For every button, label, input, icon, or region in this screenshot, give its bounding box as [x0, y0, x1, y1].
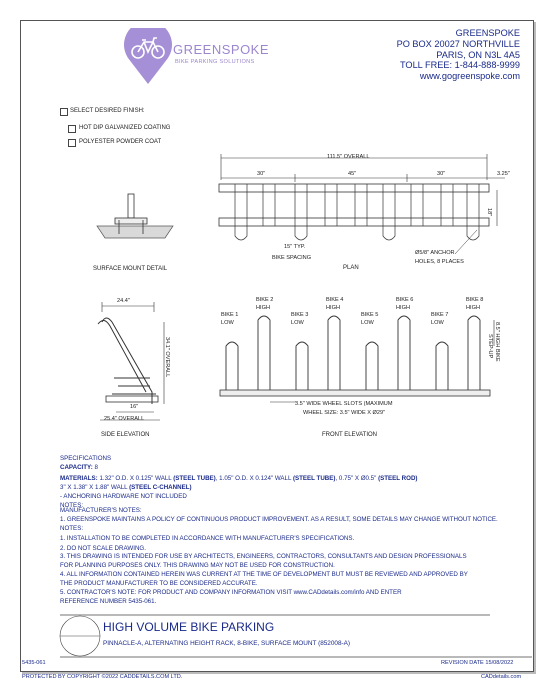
plan-anchor-line1: Ø5/8" ANCHOR [415, 250, 455, 256]
specs-mfr-note-1: 1. GREENSPOKE MAINTAINS A POLICY OF CONTINUOUS PRODUCT IMPROVEMENT. AS A RESULT, SOME DETAILS MAY CHANGE WITHOUT NOTICE. [60, 516, 498, 523]
plan-dim-typ: 15" TYP. [284, 244, 306, 250]
materials-bold-1: (STEEL TUBE) [173, 475, 216, 482]
plan-dim-45: 45" [348, 171, 357, 177]
finish-checkbox-galvanized[interactable] [68, 125, 76, 133]
finish-checkbox-powder[interactable] [68, 139, 76, 147]
company-name: GREENSPOKE [455, 28, 520, 38]
plan-anchor-line2: HOLES, 8 PLACES [415, 259, 464, 265]
company-phone: TOLL FREE: 1-844-888-9999 [399, 60, 520, 71]
materials-part-1: 1.32" O.D. X 0.125" WALL [99, 475, 172, 482]
company-website[interactable]: www.gogreenspoke.com [419, 71, 520, 82]
front-bike-2-height: HIGH [256, 305, 270, 311]
front-bike-4-name: BIKE 4 [326, 297, 344, 303]
plan-dim-3-25: 3.25" [497, 171, 510, 177]
front-bike-2-name: BIKE 2 [256, 297, 274, 303]
front-bike-6-height: HIGH [396, 305, 410, 311]
specs-note-5b: REFERENCE NUMBER 5435-061. [60, 598, 157, 605]
materials-bold-2: (STEEL TUBE) [292, 475, 336, 482]
front-bike-6-name: BIKE 6 [396, 297, 414, 303]
materials-part-3: , 0.75" X Ø0.5" [335, 475, 377, 482]
specs-note-5a: 5. CONTRACTOR'S NOTE: FOR PRODUCT AND COMPANY INFORMATION VISIT www.CADdetails.com/info AND ENTER [60, 589, 402, 596]
footer-copyright: PROTECTED BY COPYRIGHT ©2022 CADDETAILS.COM LTD. [22, 674, 183, 680]
finish-option-powder: POLYESTER POWDER COAT [79, 139, 162, 145]
materials-bold-3: (STEEL ROD) [378, 475, 418, 482]
front-bike-8-name: BIKE 8 [466, 297, 484, 303]
title-block-subtitle: PINNACLE-A, ALTERNATING HEIGHT RACK, 8-BIKE, SURFACE MOUNT (852008-A) [103, 640, 351, 647]
specs-note-3b: FOR PLANNING PURPOSES ONLY. THIS DRAWING MAY NOT BE USED FOR CONSTRUCTION. [60, 562, 335, 569]
front-bike-3-name: BIKE 3 [291, 312, 309, 318]
specs-notes-2: NOTES: [60, 525, 84, 532]
specs-mfr-notes: MANUFACTURER'S NOTES: [60, 507, 142, 514]
brand-tagline: BIKE PARKING SOLUTIONS [175, 59, 255, 65]
capacity-value: 8 [94, 464, 98, 471]
materials-line2-part: 3" X 1.38" X 1.88" WALL [60, 484, 128, 491]
specs-notes-1: NOTES: [60, 502, 84, 509]
front-bike-7-name: BIKE 7 [431, 312, 449, 318]
side-dim-width: 24.4" [117, 298, 130, 304]
specs-note-1: 1. INSTALLATION TO BE COMPLETED IN ACCORDANCE WITH MANUFACTURER'S SPECIFICATIONS. [60, 535, 355, 542]
plan-dim-overall: 111.5" OVERALL [327, 154, 370, 160]
brand-name: GREENSPOKE [173, 42, 270, 57]
front-bike-4-height: HIGH [326, 305, 340, 311]
finish-checkbox-header[interactable] [60, 108, 68, 116]
title-block-ref: 5435-061 [22, 660, 46, 666]
front-slot-line2: WHEEL SIZE: 3.5" WIDE X Ø29" [303, 410, 386, 416]
side-dim-height: 34.1" OVERALL [164, 337, 170, 378]
front-bike-3-height: LOW [291, 320, 304, 326]
surface-mount-label: SURFACE MOUNT DETAIL [93, 266, 168, 272]
company-city: PARIS, ON N3L 4A5 [436, 49, 520, 60]
front-step-line1: 8.5" HIGH BIKE [494, 322, 500, 362]
title-block-title: HIGH VOLUME BIKE PARKING [103, 620, 275, 634]
plan-dim-30-left: 30" [257, 171, 266, 177]
title-block-revision: REVISION DATE 15/08/2022 [441, 660, 514, 666]
capacity-label: CAPACITY: [60, 464, 93, 471]
footer-website[interactable]: CADdetails.com [481, 674, 522, 680]
specs-materials [60, 475, 417, 482]
company-info [320, 28, 520, 82]
front-bike-8-height: HIGH [466, 305, 480, 311]
front-bike-1-height: LOW [221, 320, 234, 326]
materials-part-2: , 1.05" O.D. X 0.124" WALL [215, 475, 292, 482]
specs-header: SPECIFICATIONS [60, 455, 112, 462]
materials-line2-bold: (STEEL C-CHANNEL) [129, 484, 192, 491]
finish-header: SELECT DESIRED FINISH: [70, 108, 145, 114]
company-po-box: PO BOX 20027 NORTHVILLE [396, 38, 520, 49]
finish-option-galvanized: HOT DIP GALVANIZED COATING [79, 125, 171, 131]
front-elevation-label: FRONT ELEVATION [322, 432, 378, 438]
specs-capacity [60, 464, 98, 471]
front-bike-5-height: LOW [361, 320, 374, 326]
front-step-line2: STEP-UP [487, 334, 493, 359]
front-slot-line1: 3.5" WIDE WHEEL SLOTS (MAXIMUM [295, 401, 393, 407]
side-elevation-label: SIDE ELEVATION [101, 432, 150, 438]
plan-view-drawing [205, 150, 515, 270]
specs-note-4b: THE PRODUCT MANUFACTURER TO BE CONSIDERED ACCURATE. [60, 580, 258, 587]
plan-label: PLAN [343, 265, 359, 271]
front-bike-5-name: BIKE 5 [361, 312, 379, 318]
specs-note-2: 2. DO NOT SCALE DRAWING. [60, 545, 146, 552]
surface-mount-detail-drawing [95, 190, 175, 250]
plan-dim-30-right: 30" [437, 171, 446, 177]
plan-bike-spacing: BIKE SPACING [272, 255, 312, 261]
specs-note-4a: 4. ALL INFORMATION CONTAINED HEREIN WAS CURRENT AT THE TIME OF DEVELOPMENT BUT MUST BE REVIEWED AND APPROVED BY [60, 571, 468, 578]
front-bike-7-height: LOW [431, 320, 444, 326]
specs-materials-line2 [60, 484, 192, 491]
front-elevation-drawing [210, 300, 510, 410]
greenspoke-logo [120, 28, 176, 86]
plan-dim-18: 18" [486, 208, 492, 217]
materials-label: MATERIALS: [60, 475, 98, 482]
specs-note-3a: 3. THIS DRAWING IS INTENDED FOR USE BY ARCHITECTS, ENGINEERS, CONTRACTORS, CONSULTANTS AND DESIGN PROFESSIONALS [60, 553, 467, 560]
front-bike-1-name: BIKE 1 [221, 312, 239, 318]
specs-anchoring: - ANCHORING HARDWARE NOT INCLUDED [60, 493, 187, 500]
side-dim-overall: 25.4" OVERALL [104, 416, 145, 422]
side-dim-base: 16" [130, 404, 139, 410]
side-elevation-drawing [88, 300, 188, 430]
